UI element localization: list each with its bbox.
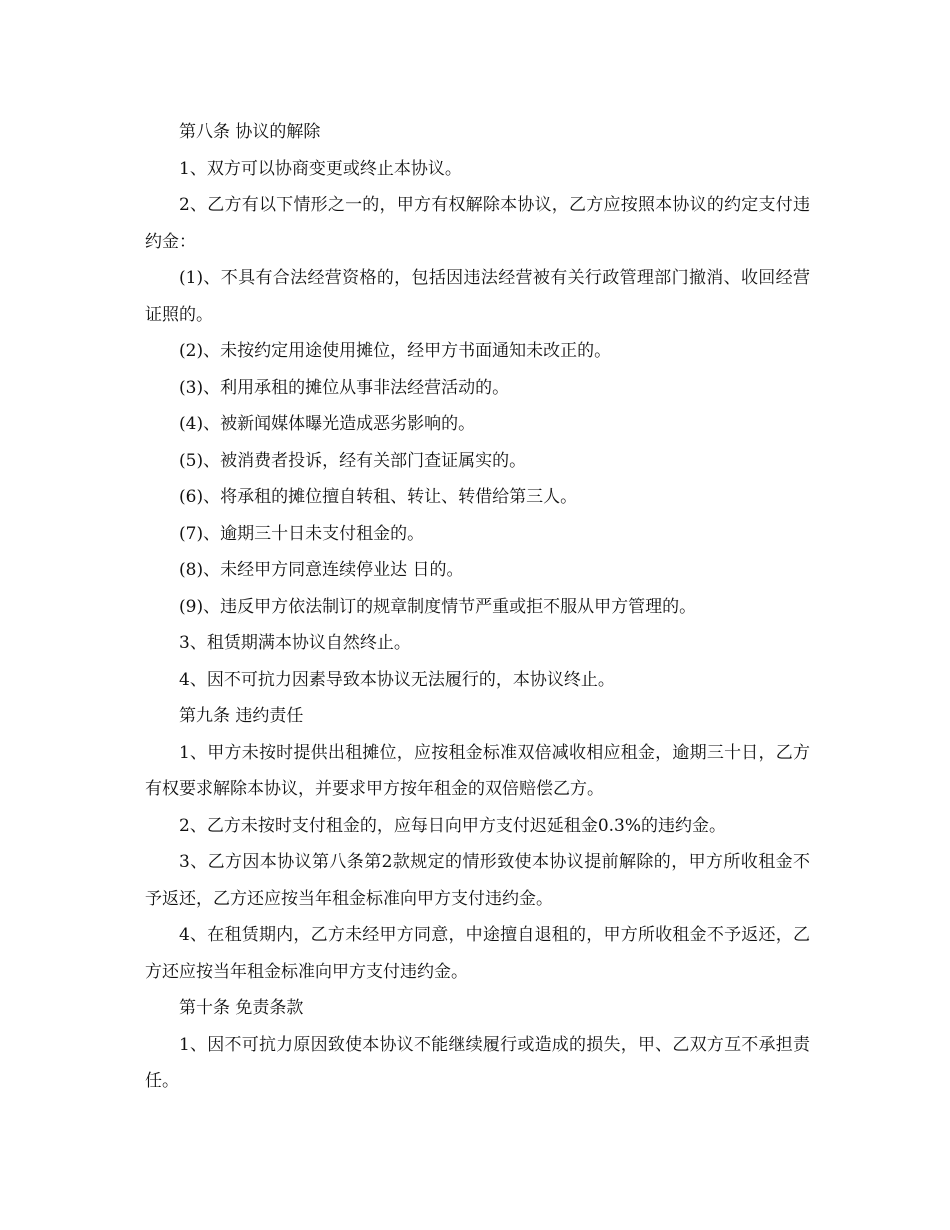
sub-paragraph: (4)、被新闻媒体曝光造成恶劣影响的。 <box>179 414 476 434</box>
paragraph: 1、因不可抗力原因致使本协议不能继续履行或造成的损失，甲、乙双方互不承担责任。 <box>145 1034 810 1091</box>
paragraph: 2、乙方未按时支付租金的，应每日向甲方支付迟延租金0.3%的违约金。 <box>179 815 727 836</box>
sub-paragraph: (7)、逾期三十日未支付租金的。 <box>179 523 425 544</box>
sub-paragraph: (8)、未经甲方同意连续停业达 日的。 <box>179 560 464 580</box>
section-heading-8: 第八条 协议的解除 <box>179 122 321 142</box>
section-heading-9: 第九条 违约责任 <box>179 706 304 726</box>
document-body <box>145 114 810 1100</box>
paragraph: 1、甲方未按时提供出租摊位，应按租金标准双倍减收相应租金，逾期三十日，乙方有权要求解除本协议，并要求甲方按年租金的双倍赔偿乙方。 <box>145 742 810 799</box>
paragraph: 4、在租赁期内，乙方未经甲方同意，中途擅自退租的，甲方所收租金不予返还，乙方还应按当年租金标准向甲方支付违约金。 <box>145 925 810 982</box>
sub-paragraph: (5)、被消费者投诉，经有关部门查证属实的。 <box>179 450 527 471</box>
sub-paragraph: (1)、不具有合法经营资格的，包括因违法经营被有关行政管理部门撤消、收回经营证照的。 <box>145 268 810 325</box>
sub-paragraph: (3)、利用承租的摊位从事非法经营活动的。 <box>179 377 510 398</box>
sub-paragraph: (9)、违反甲方依法制订的规章制度情节严重或拒不服从甲方管理的。 <box>179 596 697 617</box>
paragraph: 1、双方可以协商变更或终止本协议。 <box>179 158 462 179</box>
sub-paragraph: (2)、未按约定用途使用摊位，经甲方书面通知未改正的。 <box>179 341 612 361</box>
paragraph: 3、乙方因本协议第八条第2款规定的情形致使本协议提前解除的，甲方所收租金不予返还，乙方还应按当年租金标准向甲方支付违约金。 <box>145 852 810 909</box>
paragraph: 2、乙方有以下情形之一的，甲方有权解除本协议，乙方应按照本协议的约定支付违约金： <box>145 195 810 252</box>
section-heading-10: 第十条 免责条款 <box>179 998 304 1018</box>
paragraph: 4、因不可抗力因素导致本协议无法履行的，本协议终止。 <box>179 669 615 690</box>
paragraph: 3、租赁期满本协议自然终止。 <box>179 633 411 653</box>
sub-paragraph: (6)、将承租的摊位擅自转租、转让、转借给第三人。 <box>179 487 578 507</box>
